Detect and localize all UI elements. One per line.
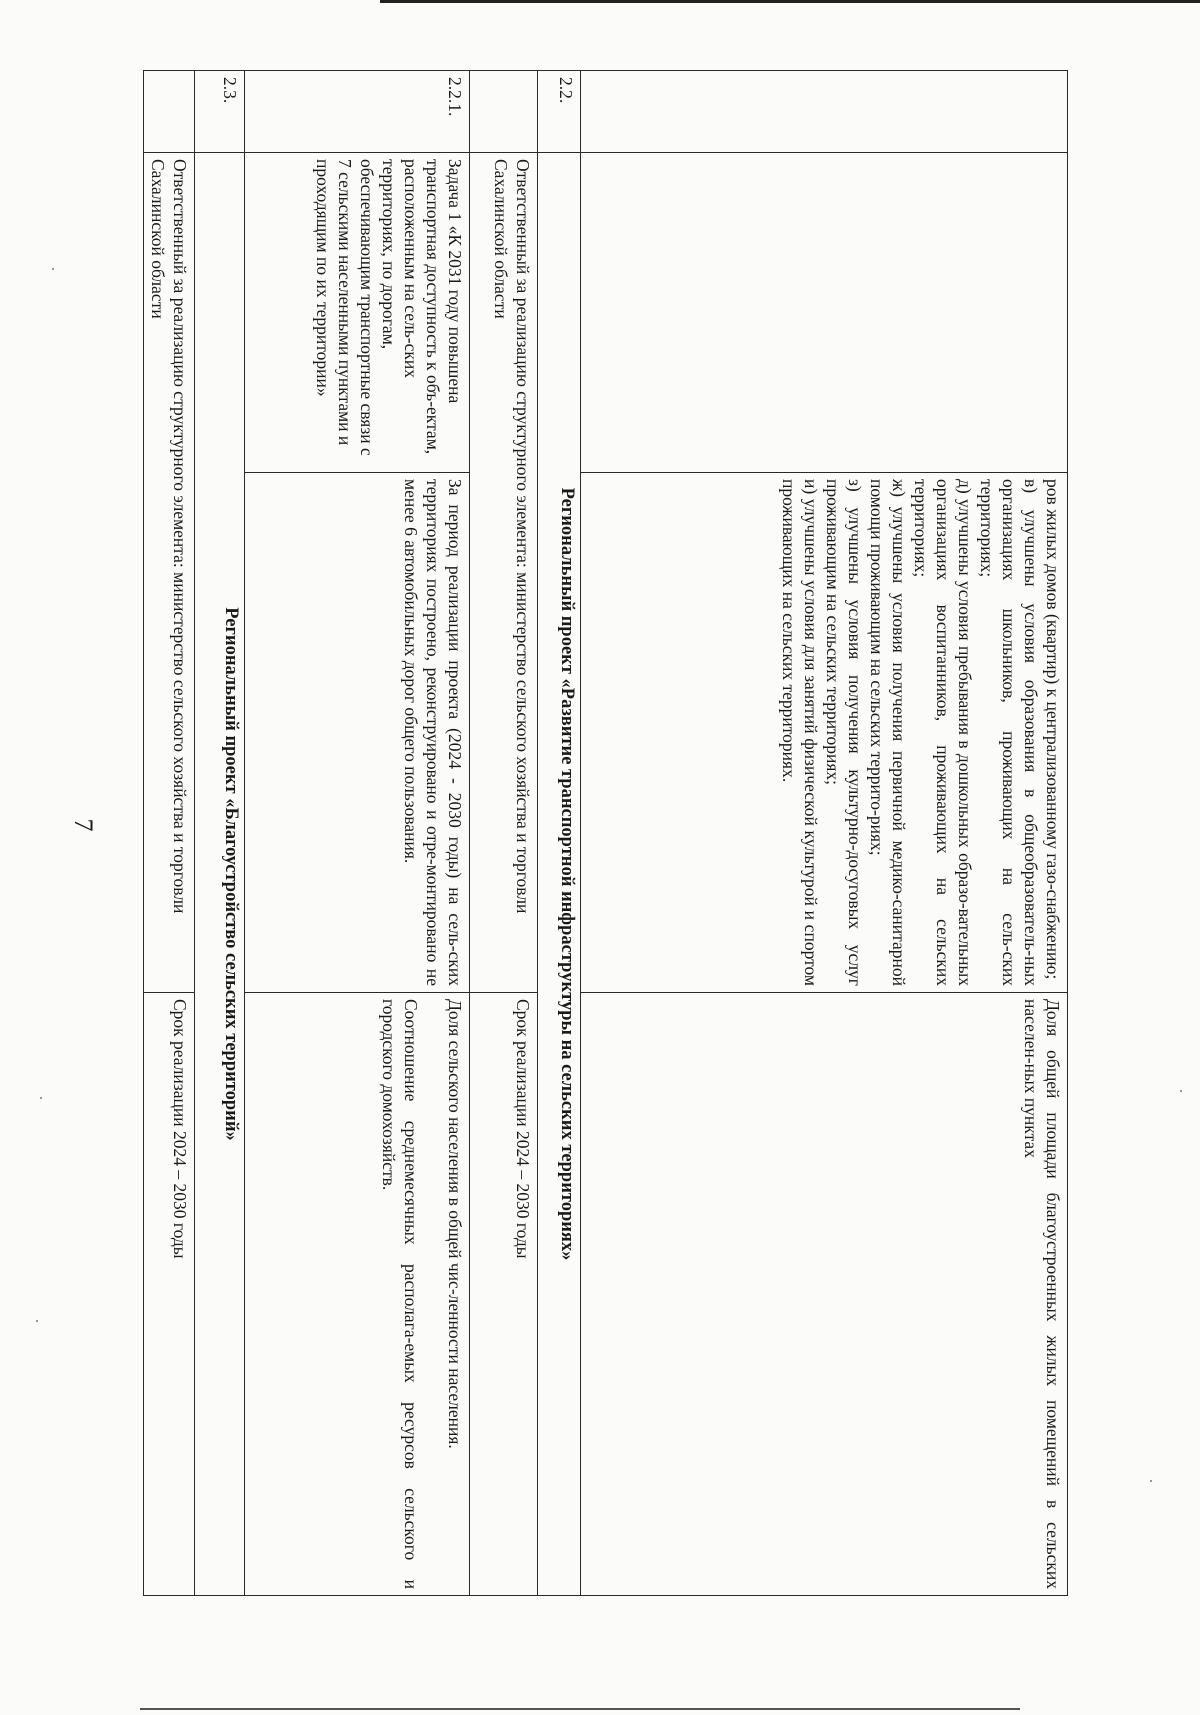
responsible-cell: Ответственный за реализацию структурного элемента: министерство сельского хозяйства и торговли Сахалинской области [144,153,195,993]
task-cell: Задача 1 «К 2031 году повышена транспортная доступность к объ-ектам, расположенным на сель-ских территориях, по дорогам, обеспечивающим транспортные связи с 7 сельскими населенными пунктами и проходящим по их территории» [245,153,470,473]
scan-speck [36,1320,38,1322]
scan-speck [40,1097,42,1099]
table-row [470,71,538,1596]
row-number-cell [581,71,1068,153]
result-item: ж) улучшены условия получения первичной медико-санитарной помощи проживающим на сельских террито-риях; [867,479,909,986]
section-number: 2.3. [195,71,245,153]
results-cell [581,473,1068,993]
section-header-row [538,71,581,1596]
scan-edge-top [380,0,1200,3]
result-cell: За период реализации проекта (2024 - 2030 годы) на сель-ских территориях построено, реконструировано и отре-монтировано не менее 6 автомобильных дорог общего пользования. [245,473,470,993]
row-number-cell [470,71,538,153]
section-header-row [195,71,245,1596]
indicator-item: Соотношение среднемесячных располага-емых ресурсов сельского и городского домохозяйств. [379,999,421,1589]
task-cell [581,153,1068,473]
table-row [144,71,195,1596]
term-cell: Срок реализации 2024 – 2030 годы [470,993,538,1596]
section-number: 2.2. [538,71,581,153]
section-title: Региональный проект «Благоустройство сельских территорий» [195,153,245,1596]
result-item: и) улучшены условия для занятий физической культурой и спортом проживающих на сельских территориях. [779,479,821,986]
result-item: д) улучшены условия пребывания в дошкольных образо-вательных организациях воспитанников, проживающих на сельских территориях; [911,479,975,986]
scan-speck [1150,1480,1152,1482]
result-item: в) улучшены условия образования в общеобразователь-ных организациях школьников, проживающих на сель-ских территориях; [977,479,1041,986]
document-table-rotated [148,70,1068,1595]
indicator-cell [245,993,470,1596]
scan-speck [1180,1090,1182,1092]
scan-edge-bottom [140,1708,1020,1710]
scan-speck [52,268,54,270]
row-number-cell [144,71,195,153]
indicator-item: Доля сельского населения в общей чис-ленности населения. [445,999,465,1449]
section-title: Региональный проект «Развитие транспортной инфраструктуры на сельских территориях» [538,153,581,1596]
table-row [245,71,470,1596]
indicator-cell: Доля общей площади благоустроенных жилых помещений в сельских населен-ных пунктах [581,993,1068,1596]
responsible-cell: Ответственный за реализацию структурного элемента: министерство сельского хозяйства и торговли Сахалинской области [470,153,538,993]
document-table [143,70,1068,1596]
row-number-cell: 2.2.1. [245,71,470,153]
table-row [581,71,1068,1596]
term-cell: Срок реализации 2024 – 2030 годы [144,993,195,1596]
result-item: ров жилых домов (квартир) к централизованному газо-снабжению; [1043,479,1063,980]
page-number: 7 [69,818,98,832]
result-item: з) улучшены условия получения культурно-досуговых услуг проживающим на сельских территориях; [823,479,865,986]
